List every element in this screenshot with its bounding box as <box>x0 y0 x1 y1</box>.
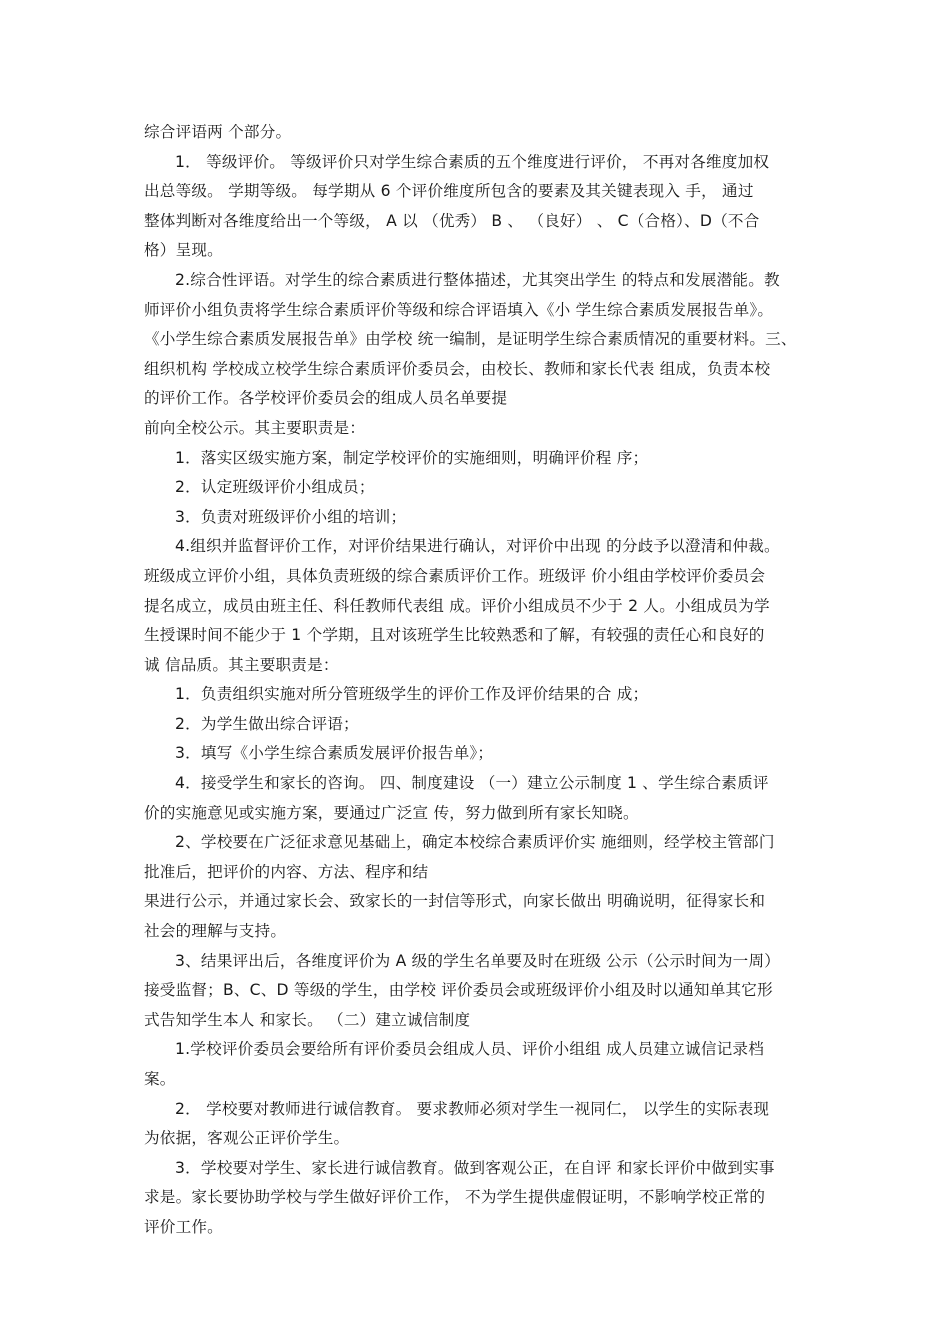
text-line: 4．接受学生和家长的咨询。 四、制度建设 （一）建立公示制度 1 、学生综合素质评 <box>175 774 769 793</box>
text-line: 2．为学生做出综合评语； <box>175 714 359 733</box>
text-line: 组织机构 学校成立校学生综合素质评价委员会，由校长、教师和家长代表 组成，负责本校 <box>144 359 771 378</box>
text-line: 格）呈现。 <box>144 241 223 260</box>
text-line: 2.综合性评语。对学生的综合素质进行整体描述，尤其突出学生 的特点和发展潜能。教 <box>175 270 780 289</box>
text-line: 2． 学校要对教师进行诚信教育。 要求教师必须对学生一视同仁， 以学生的实际表现 <box>175 1099 770 1118</box>
text-line: 师评价小组负责将学生综合素质评价等级和综合评语填入《小 学生综合素质发展报告单》。 <box>144 300 774 319</box>
text-line: 评价工作。 <box>144 1217 223 1236</box>
text-line: 果进行公示，并通过家长会、致家长的一封信等形式，向家长做出 明确说明，征得家长和 <box>144 892 766 911</box>
text-line: 批准后，把评价的内容、方法、程序和结 <box>144 862 429 881</box>
text-line: 诚 信品质。其主要职责是： <box>144 655 339 674</box>
text-line: 求是。家长要协助学校与学生做好评价工作， 不为学生提供虚假证明，不影响学校正常的 <box>144 1188 766 1207</box>
text-line: 整体判断对各维度给出一个等级， A 以 （优秀） B 、 （良好） 、 C（合格）、D（不合 <box>144 211 760 230</box>
text-line: 综合评语两 个部分。 <box>144 123 292 141</box>
text-line: 3．负责对班级评价小组的培训； <box>175 507 407 526</box>
text-line: 2．认定班级评价小组成员； <box>175 478 375 497</box>
text-line: 3．填写《小学生综合素质发展评价报告单》； <box>175 744 494 763</box>
text-line: 4.组织并监督评价工作，对评价结果进行确认，对评价中出现 的分歧予以澄清和仲裁。 <box>175 537 780 556</box>
text-line: 的评价工作。各学校评价委员会的组成人员名单要提 <box>144 389 508 408</box>
text-line: 接受监督；B、C、D 等级的学生，由学校 评价委员会或班级评价小组及时以通知单其它形 <box>144 981 773 1000</box>
text-line: 1.学校评价委员会要给所有评价委员会组成人员、评价小组组 成人员建立诚信记录档 <box>175 1040 765 1059</box>
text-line: 社会的理解与支持。 <box>144 922 287 941</box>
text-line: 前向全校公示。其主要职责是： <box>144 418 366 437</box>
text-line: 生授课时间不能少于 1 个学期，且对该班学生比较熟悉和了解，有较强的责任心和良好的 <box>144 626 765 645</box>
text-line: 1．落实区级实施方案，制定学校评价的实施细则，明确评价程 序； <box>175 448 649 467</box>
text-line: 班级成立评价小组，具体负责班级的综合素质评价工作。班级评 价小组由学校评价委员会 <box>144 566 766 585</box>
text-line: 为依据，客观公正评价学生。 <box>144 1129 350 1148</box>
text-line: 2、学校要在广泛征求意见基础上，确定本校综合素质评价实 施细则，经学校主管部门 <box>175 833 775 852</box>
text-line: 案。 <box>144 1070 176 1088</box>
text-line: 3．学校要对学生、家长进行诚信教育。做到客观公正，在自评 和家长评价中做到实事 <box>175 1158 775 1177</box>
text-line: 式告知学生本人 和家长。 （二）建立诚信制度 <box>144 1010 471 1029</box>
text-line: 《小学生综合素质发展报告单》由学校 统一编制，是证明学生综合素质情况的重要材料。三、 <box>144 330 797 349</box>
text-line: 3、结果评出后，各维度评价为 A 级的学生名单要及时在班级 公示（公示时间为一周） <box>175 951 781 970</box>
text-line: 1．负责组织实施对所分管班级学生的评价工作及评价结果的合 成； <box>175 685 649 704</box>
text-line: 出总等级。 学期等级。 每学期从 6 个评价维度所包含的要素及其关键表现入 手， 通过 <box>144 182 754 201</box>
text-line: 价的实施意见或实施方案，要通过广泛宣 传，努力做到所有家长知晓。 <box>144 803 639 822</box>
text-line: 提名成立，成员由班主任、科任教师代表组 成。评价小组成员不少于 2 人。小组成员为学 <box>144 596 770 615</box>
document-page <box>144 118 808 1243</box>
text-line: 1． 等级评价。 等级评价只对学生综合素质的五个维度进行评价， 不再对各维度加权 <box>175 152 770 171</box>
